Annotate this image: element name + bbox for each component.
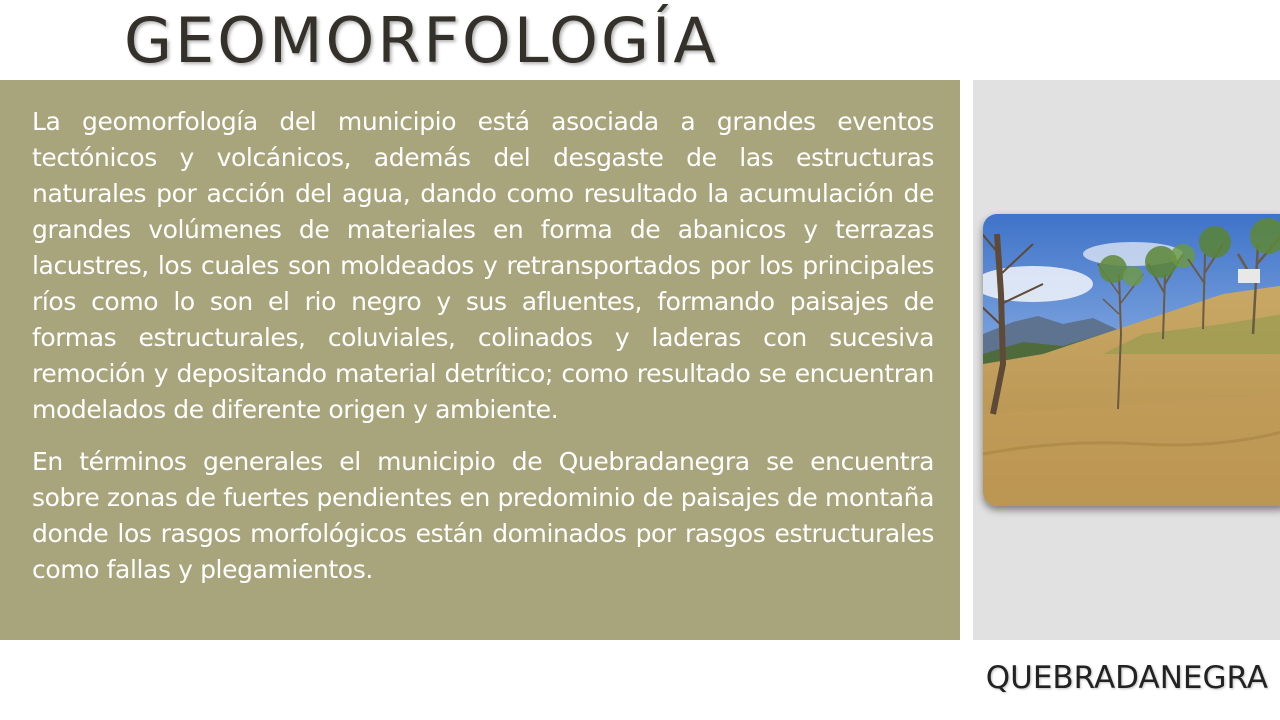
text-panel [0,80,960,640]
image-panel [973,80,1280,640]
landscape-photo [983,214,1280,506]
paragraph-1: La geomorfología del municipio está asociada a grandes eventos tectónicos y volcánicos, además del desgaste de las estructuras naturales por acción del agua, dando como resultado la acumulación de grandes volúmenes de materiales en forma de abanicos y terrazas lacustres, los cuales son moldeados y retransportados por los principales ríos como lo son el rio negro y sus afluentes, formando paisajes de formas estructurales, coluviales, colinados y laderas con sucesiva remoción y depositando material detrítico; como resultado se encuentran modelados de diferente origen y ambiente. [32,107,934,424]
slide-title: GEOMORFOLOGÍA [124,4,719,77]
paragraph-2: En términos generales el municipio de Quebradanegra se encuentra sobre zonas de fuertes pendientes en predominio de paisajes de montaña donde los rasgos morfológicos están dominados por rasgos estructurales como fallas y plegamientos. [32,447,934,584]
footer-municipality-label: QUEBRADANEGRA [985,660,1268,696]
